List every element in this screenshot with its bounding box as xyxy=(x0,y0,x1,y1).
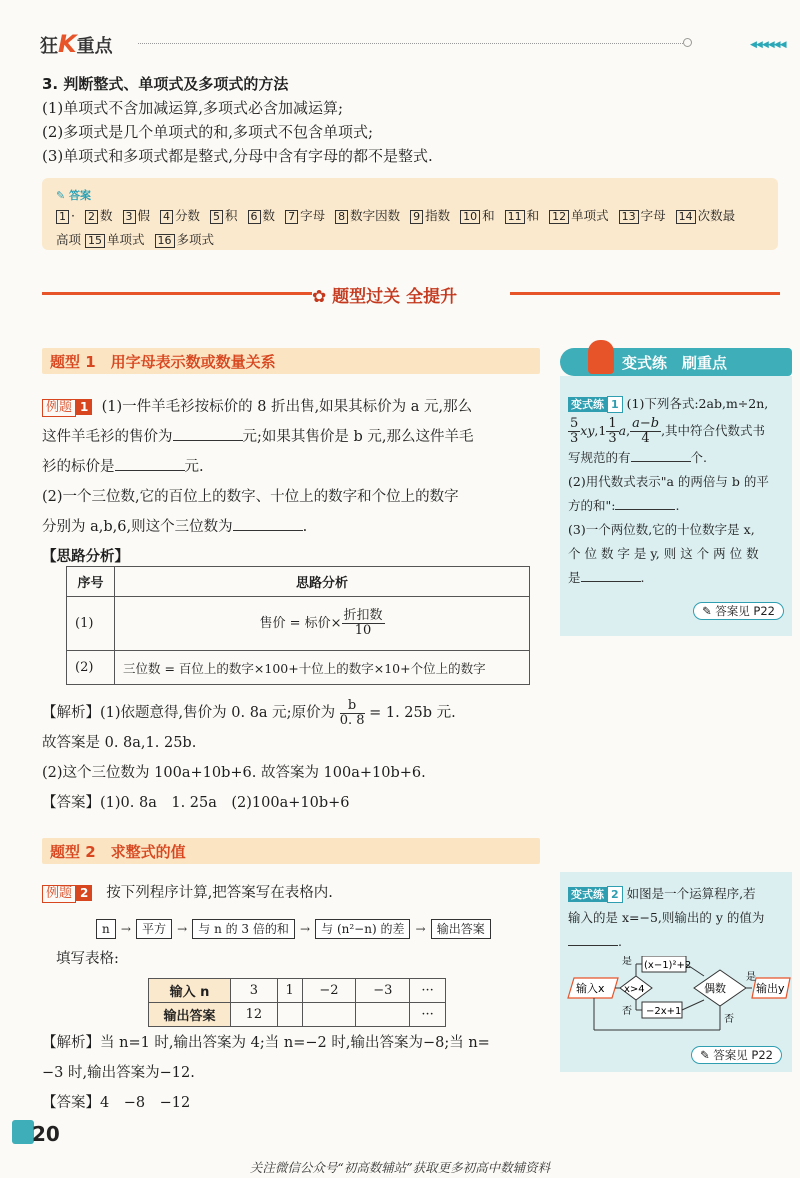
fill-label: 填写表格: xyxy=(56,951,119,967)
answer-item: 8 数字因数 xyxy=(335,208,400,223)
answer-item: 15 单项式 xyxy=(85,232,145,247)
answer-blank[interactable] xyxy=(581,568,641,582)
flow-step: 与 n 的 3 倍的和 xyxy=(192,919,295,939)
flowchart-label: 输出y xyxy=(756,982,785,995)
footer-note: 关注微信公众号“初高数辅站”获取更多初高中数辅资料 xyxy=(249,1160,551,1175)
example-num: 2 xyxy=(76,885,92,901)
flowchart-label: 是 xyxy=(746,972,756,983)
example-tag: 例题 xyxy=(42,885,76,903)
flow-step: 与 (n²−n) 的差 xyxy=(315,919,410,939)
answer-item: 11 和 xyxy=(505,208,540,223)
answer-item: 3 假 xyxy=(123,208,151,223)
answer-item: 6 数 xyxy=(248,208,276,223)
flowchart xyxy=(564,956,792,1036)
method-line: (1)单项式不含加减运算,多项式必含加减运算; xyxy=(42,99,344,117)
variant-2-box: 变式练 2 如图是一个运算程序,若 输入的是 x=−5,则输出的 y 的值为 . 输入x x>4 (x−1)²+2 是 −2x+1 否 偶数 输出y 是 否 ✎ 答案见 P22 xyxy=(560,872,792,1072)
answer-item: 13 字母 xyxy=(619,208,666,223)
answer-blank[interactable] xyxy=(115,457,185,471)
header-circle xyxy=(683,38,692,47)
answer-item: 1 · xyxy=(56,208,75,223)
answer-blank[interactable] xyxy=(615,496,675,510)
flowchart-label: (x−1)²+2 xyxy=(644,960,692,971)
flow-step: 输出答案 xyxy=(431,919,491,939)
answer-tag: ✎ 答案 xyxy=(56,189,92,202)
flowchart-label: 偶数 xyxy=(704,982,726,995)
method-block xyxy=(42,72,782,168)
variant-1-box: 变式练 1 (1)下列各式:2ab,m÷2n, $\frac{5}{3}$ xy,1 $\frac{1}{3}$ a, $\frac{a-b}{4}$ ,其中符合代数式书 写规范的有 个. (2)用代数式表示"a 的两倍与 b 的平 方的和": . (3)一个两位数,它的十位数字是 x, 个 位 数 字 是 y, 则 这 个 两 位 数 是 . ✎ 答案见 P22 xyxy=(560,376,792,636)
answer-item: 5 积 xyxy=(210,208,238,223)
flowchart-label: 否 xyxy=(622,1006,632,1017)
answer-blank[interactable] xyxy=(233,517,303,531)
flowchart-label: x>4 xyxy=(624,984,645,995)
idea-table: 序号 思路分析 (1) 售价 = 标价× $\frac{\text{折扣数}}{10}$ (2) 三位数 = 百位上的数字×100+十位上的数字×10+个位上的数字 xyxy=(66,566,530,685)
answer-row: 高项 15 单项式 16 多项式 xyxy=(56,232,215,247)
answer-item: 2 数 xyxy=(85,208,113,223)
page-number: 20 xyxy=(32,1122,60,1146)
flowchart-label: 输入x xyxy=(576,982,605,995)
answer-cell[interactable] xyxy=(277,1003,302,1027)
answer-blank[interactable] xyxy=(173,427,243,441)
answer-item: 10 和 xyxy=(460,208,495,223)
page-icon xyxy=(12,1120,34,1144)
see-answer-link[interactable]: ✎ 答案见 P22 xyxy=(691,1046,782,1064)
flow-step: 平方 xyxy=(136,919,172,939)
method-line: (3)单项式和多项式都是整式,分母中含有字母的都不是整式. xyxy=(42,147,433,165)
io-table: 输入 n 3 1 −2 −3 ··· 输出答案 12 ··· xyxy=(148,978,446,1027)
side-header: 变式练 刷重点 xyxy=(560,348,792,376)
answer-item: 9 指数 xyxy=(410,208,450,223)
idea-title: 【思路分析】 xyxy=(42,549,129,565)
method-line: (2)多项式是几个单项式的和,多项式不包含单项式; xyxy=(42,123,374,141)
header-triangles: ◀◀◀◀◀◀ xyxy=(750,40,786,50)
example-2: 例题 2 按下列程序计算,把答案写在表格内. xyxy=(42,878,542,908)
answer-blank[interactable] xyxy=(631,448,691,462)
table-header: 序号 xyxy=(67,567,115,597)
answer-item: 14 次数最 xyxy=(676,208,736,223)
topic-2-header: 题型 2 求整式的值 xyxy=(42,838,540,864)
answer-row xyxy=(56,205,764,227)
method-title: 3. 判断整式、单项式及多项式的方法 xyxy=(42,75,289,93)
answer-item: 7 字母 xyxy=(285,208,325,223)
example-2-analysis: 【解析】当 n=1 时,输出答案为 4;当 n=−2 时,输出答案为−8;当 n= −3 时,输出答案为−12. 【答案】4 −8 −12 xyxy=(42,1035,490,1111)
example-tag: 例题 xyxy=(42,399,76,417)
answer-cell[interactable] xyxy=(356,1003,410,1027)
see-answer-link[interactable]: ✎ 答案见 P22 xyxy=(693,602,784,620)
answer-item: 16 多项式 xyxy=(155,232,215,247)
example-1: 例题 1 (1)一件羊毛衫按标价的 8 折出售,如果其标价为 a 元,那么 这件羊毛衫的售价为 元;如果其售价是 b 元,那么这件羊毛 衫的标价是 元. (2)一个三位数,它的百位上的数字、十位上的数字和个位上的数字 分别为 a,b,6,则这个三位数为 . 【思路分析】 xyxy=(42,392,542,572)
header-divider xyxy=(138,43,683,44)
flowchart-label: 是 xyxy=(622,956,632,967)
table-header: 思路分析 xyxy=(115,567,530,597)
program-flow: n → 平方 → 与 n 的 3 倍的和 → 与 (n²−n) 的差 → 输出答案 xyxy=(96,918,491,939)
answer-blank[interactable] xyxy=(568,932,618,946)
example-1-analysis: 【解析】(1)依题意得,售价为 0. 8a 元;原价为 $\frac{b}{0. 8}$ = 1. 25b 元. 故答案是 0. 8a,1. 25b. (2)这个三位数为 100a+10b+6. 故答案为 100a+10b+6. 【答案】(1)0. 8a 1. 25a (2)100a+10b+6 xyxy=(42,697,456,811)
flowchart-label: 否 xyxy=(724,1014,734,1025)
topic-1-header: 题型 1 用字母表示数或数量关系 xyxy=(42,348,540,374)
section-title: ✿ 题型过关 全提升 xyxy=(312,287,458,307)
answer-box xyxy=(42,178,778,250)
mascot-icon xyxy=(588,340,614,374)
brand-logo: 狂K重点 xyxy=(40,30,113,58)
example-num: 1 xyxy=(76,399,92,415)
flow-step: n xyxy=(96,919,116,939)
flowchart-label: −2x+1 xyxy=(646,1006,682,1017)
answer-cell[interactable] xyxy=(302,1003,356,1027)
answer-item: 12 单项式 xyxy=(549,208,609,223)
answer-item: 4 分数 xyxy=(160,208,200,223)
